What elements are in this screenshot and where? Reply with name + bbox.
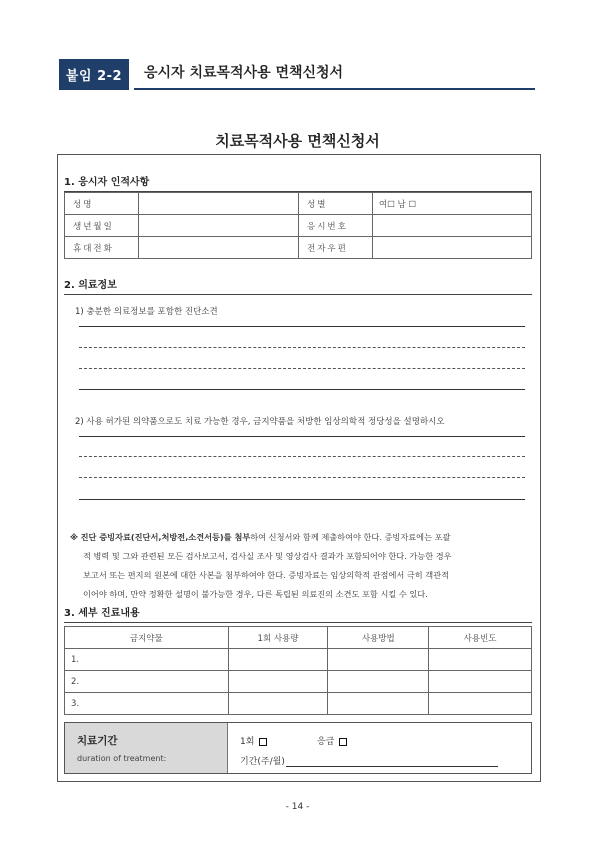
period-field[interactable]	[240, 754, 498, 767]
section-2-title: 2. 의료정보	[64, 280, 117, 291]
dose-cell[interactable]	[228, 649, 328, 671]
note-line-1: 하여 신청서와 함께 제출하여야 한다. 증빙자료에는 포괄	[250, 532, 451, 542]
applicant-info-table	[64, 192, 532, 259]
question-2: 2) 사용 허가된 의약품으로도 치료 가능한 경우, 금지약품을 처방한 임상의학적 정당성을 설명하시오	[75, 417, 445, 427]
birthdate-field[interactable]	[139, 215, 299, 237]
answer-line[interactable]	[79, 499, 525, 500]
mobile-label: 휴대전화	[65, 237, 139, 259]
row-number[interactable]: 1.	[65, 649, 229, 671]
frequency-cell[interactable]	[429, 649, 532, 671]
section-1-title: 1. 응시자 인적사항	[64, 177, 150, 188]
form-title: 치료목적사용 면책신청서	[215, 132, 380, 150]
evidence-note	[70, 528, 532, 604]
table-row	[65, 237, 532, 259]
treatment-detail-table	[64, 626, 532, 715]
divider	[64, 622, 532, 623]
answer-line[interactable]	[79, 326, 525, 327]
exam-number-field[interactable]	[373, 215, 532, 237]
page-number: - 14 -	[285, 802, 310, 812]
once-label: 1회	[240, 737, 255, 747]
section-3-title: 3. 세부 진료내용	[64, 608, 140, 619]
table-row	[65, 193, 532, 215]
table-row	[65, 693, 532, 715]
row-number[interactable]: 3.	[65, 693, 229, 715]
note-line-2: 적 병력 및 그와 관련된 모든 검사보고서, 검사실 조사 및 영상검사 결과가 포함되어야 한다. 가능한 경우	[83, 551, 452, 561]
method-cell[interactable]	[328, 671, 429, 693]
header-underline	[134, 88, 535, 90]
emergency-option[interactable]	[317, 734, 347, 747]
method-cell[interactable]	[328, 649, 429, 671]
once-option[interactable]	[240, 734, 267, 747]
col-header-method: 사용방법	[328, 627, 429, 649]
page-header-title: 응시자 치료목적사용 면책신청서	[144, 65, 344, 81]
dose-cell[interactable]	[228, 693, 328, 715]
emergency-checkbox[interactable]	[339, 738, 347, 746]
treatment-period-box	[64, 722, 532, 774]
name-label: 성명	[65, 193, 139, 215]
gender-label: 성별	[299, 193, 373, 215]
treatment-period-options	[228, 723, 531, 773]
answer-line[interactable]	[79, 456, 525, 457]
exam-number-label: 응시번호	[299, 215, 373, 237]
once-checkbox[interactable]	[259, 738, 267, 746]
treatment-period-label-cell	[65, 723, 228, 773]
answer-line[interactable]	[79, 477, 525, 478]
email-field[interactable]	[373, 237, 532, 259]
treatment-period-title: 치료기간	[77, 735, 118, 747]
treatment-period-subtitle: duration of treatment:	[77, 754, 167, 763]
note-mark: ※	[70, 532, 78, 542]
answer-line[interactable]	[79, 436, 525, 437]
frequency-cell[interactable]	[429, 693, 532, 715]
period-label: 기간(주/월)	[240, 757, 285, 767]
question-1: 1) 충분한 의료정보를 포함한 진단소견	[75, 307, 218, 317]
gender-field[interactable]: 여☐ 남 ☐	[373, 193, 532, 215]
divider	[64, 294, 532, 295]
appendix-badge: 붙임 2-2	[59, 59, 129, 90]
note-line-3: 보고서 또는 편지의 원본에 대한 사본을 첨부하여야 한다. 증빙자료는 임상의학적 관점에서 극히 객관적	[83, 570, 450, 580]
col-header-drug: 금지약물	[65, 627, 229, 649]
col-header-dose: 1회 사용량	[228, 627, 328, 649]
answer-line[interactable]	[79, 347, 525, 348]
table-row	[65, 215, 532, 237]
dose-cell[interactable]	[228, 671, 328, 693]
name-field[interactable]	[139, 193, 299, 215]
mobile-field[interactable]	[139, 237, 299, 259]
answer-line[interactable]	[79, 389, 525, 390]
frequency-cell[interactable]	[429, 671, 532, 693]
table-row	[65, 671, 532, 693]
note-bold-text: 진단 증빙자료(진단서,처방전,소견서등)를 첨부	[80, 532, 251, 542]
table-header-row	[65, 627, 532, 649]
method-cell[interactable]	[328, 693, 429, 715]
birthdate-label: 생년월일	[65, 215, 139, 237]
period-input-line[interactable]	[286, 757, 498, 767]
answer-line[interactable]	[79, 368, 525, 369]
row-number[interactable]: 2.	[65, 671, 229, 693]
table-row	[65, 649, 532, 671]
col-header-frequency: 사용빈도	[429, 627, 532, 649]
email-label: 전자우편	[299, 237, 373, 259]
emergency-label: 응급	[317, 737, 335, 747]
divider	[64, 191, 532, 192]
note-line-4: 이어야 하며, 만약 정확한 설명이 불가능한 경우, 다른 독립된 의료진의 소견도 포함 시킬 수 있다.	[83, 589, 428, 599]
